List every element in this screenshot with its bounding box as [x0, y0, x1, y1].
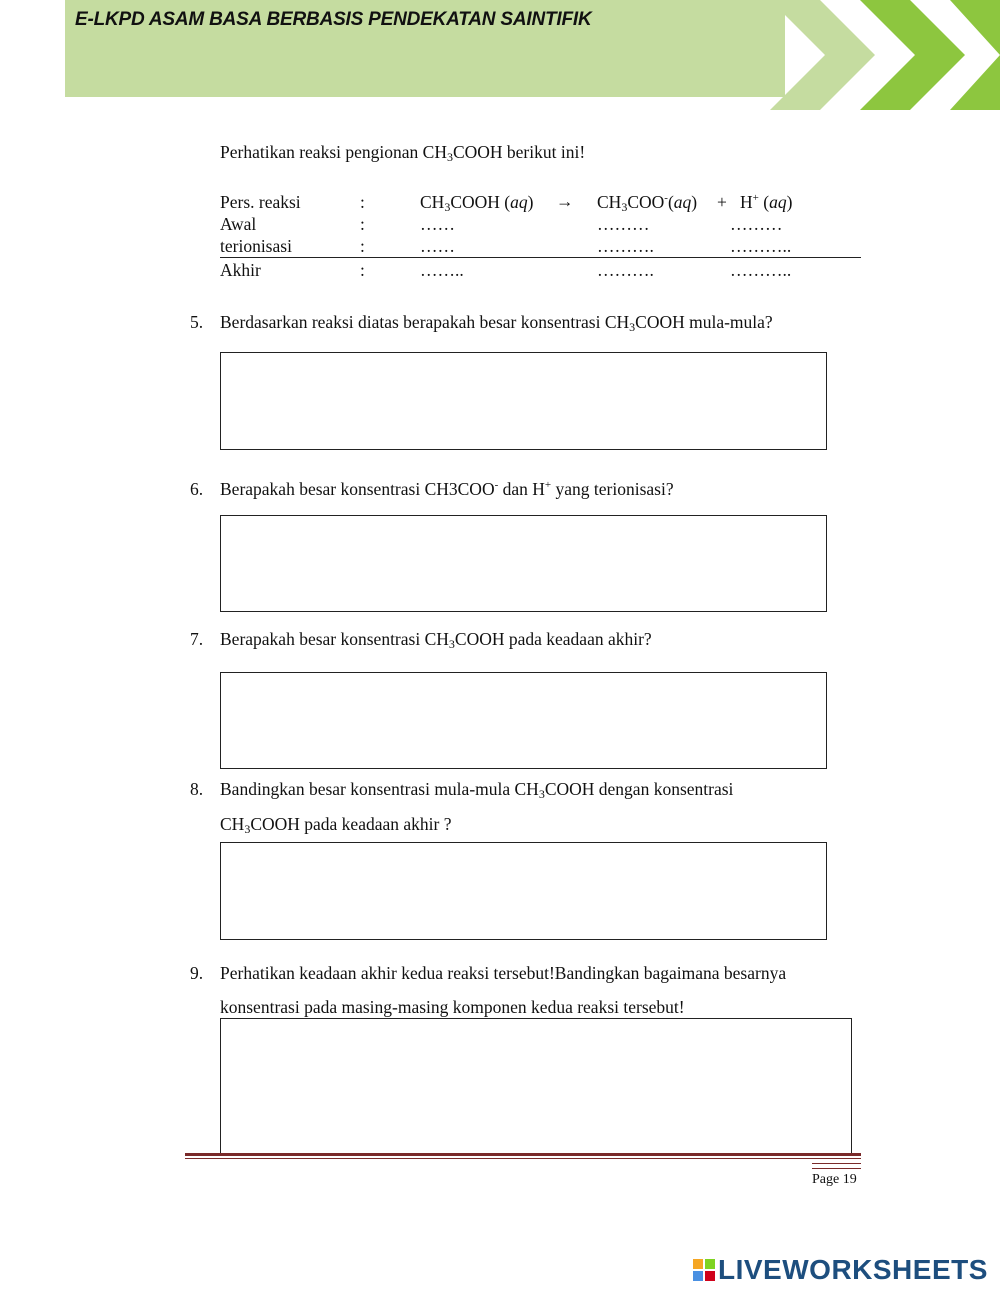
row-label: Pers. reaksi [220, 192, 301, 212]
reactant: $CH_3COOH$ (aq) [420, 192, 534, 214]
row-colon: : [360, 260, 365, 280]
liveworksheets-logo[interactable]: LIVEWORKSHEETS [718, 1254, 988, 1285]
footer-rule [185, 1158, 861, 1159]
row-label: Awal [220, 214, 257, 234]
question-number: 7. [190, 629, 204, 649]
blank-cell: …… [420, 214, 455, 234]
blank-cell: …….. [420, 260, 464, 280]
plus-sign: + [717, 192, 727, 212]
header-title: E-LKPD ASAM BASA BERBASIS PENDEKATAN SAINTIFIK [75, 9, 592, 30]
blank-cell: ……….. [730, 236, 792, 256]
chevron-arrows-icon [760, 0, 1000, 110]
footer-rule [185, 1153, 861, 1156]
answer-box-5[interactable] [220, 352, 827, 450]
blank-cell: ……… [597, 214, 650, 234]
blank-cell: ……… [730, 214, 783, 234]
answer-box-6[interactable] [220, 515, 827, 612]
row-colon: : [360, 236, 365, 256]
question-text-line2: $CH_3COOH$ pada keadaan akhir ? [220, 814, 452, 836]
reaction-arrow: → [556, 191, 574, 211]
question-number: 8. [190, 779, 204, 799]
product-acetate: $CH_3COO^-(aq)$ [597, 192, 698, 214]
footer-rule-short [812, 1163, 861, 1169]
question-text: Berdasarkan reaksi diatas berapakah besar konsentrasi $CH_3COOH$ mula-mula? [220, 312, 773, 334]
question-number: 6. [190, 479, 204, 499]
question-text: Berapakah besar konsentrasi $CH_3COOH$ pada keadaan akhir? [220, 629, 652, 651]
question-text-line2: konsentrasi pada masing-masing komponen kedua reaksi tersebut! [220, 997, 685, 1017]
row-colon: : [360, 192, 365, 212]
question-number: 9. [190, 963, 204, 983]
question-number: 5. [190, 312, 204, 332]
page-number: Page 19 [812, 1172, 857, 1187]
table-divider [220, 257, 861, 258]
product-hydrogen: H+ (aq) [740, 192, 793, 212]
row-colon: : [360, 214, 365, 234]
blank-cell: ………. [597, 260, 654, 280]
blank-cell: ………. [597, 236, 654, 256]
question-text: Perhatikan keadaan akhir kedua reaksi tersebut!Bandingkan bagaimana besarnya [220, 963, 787, 983]
blank-cell: …… [420, 236, 455, 256]
row-label: terionisasi [220, 236, 292, 256]
intro-text: Perhatikan reaksi pengionan $CH_3COOH$ berikut ini! [220, 142, 586, 164]
question-text: Berapakah besar konsentrasi CH3COO- dan H+ yang terionisasi? [220, 479, 674, 499]
question-text: Bandingkan besar konsentrasi mula-mula $CH_3COOH$ dengan konsentrasi [220, 779, 734, 801]
answer-box-9[interactable] [220, 1018, 852, 1155]
blank-cell: ……….. [730, 260, 792, 280]
row-label: Akhir [220, 260, 261, 280]
answer-box-7[interactable] [220, 672, 827, 769]
answer-box-8[interactable] [220, 842, 827, 940]
liveworksheets-logo-icon [693, 1259, 715, 1281]
